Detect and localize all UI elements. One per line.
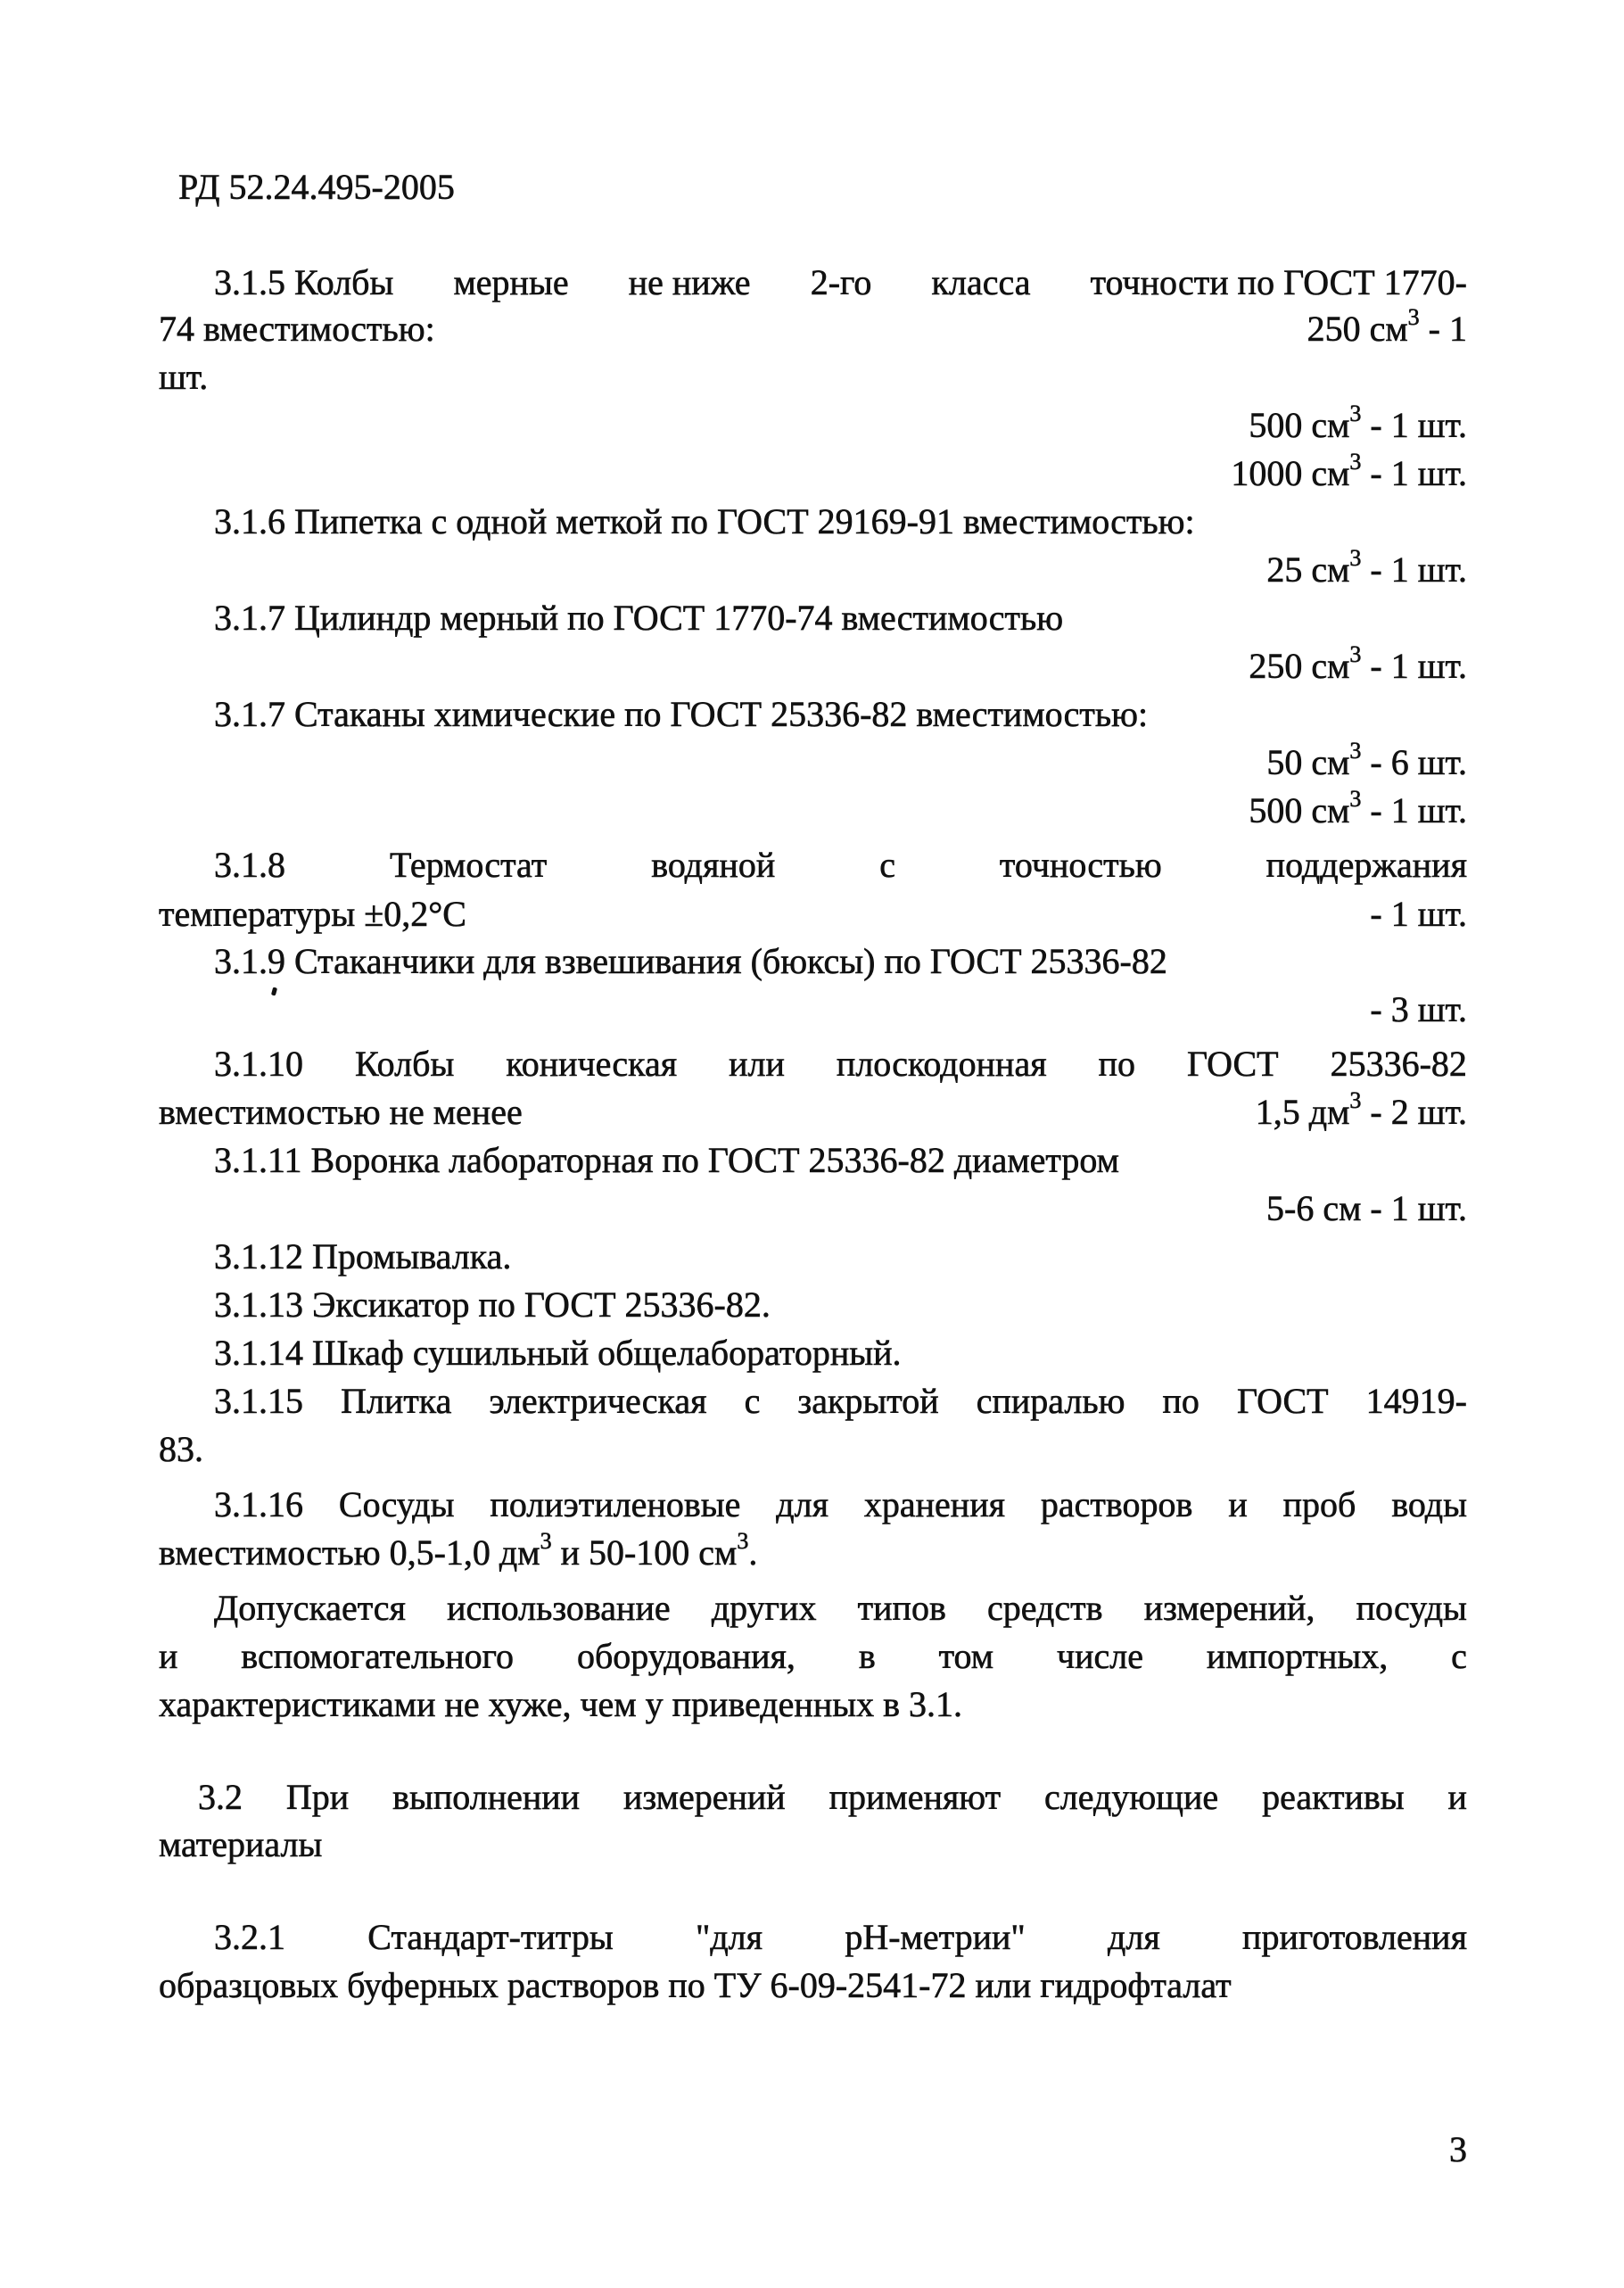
page-number: 3 (1449, 2129, 1467, 2169)
text-segment: с (879, 845, 895, 885)
text-segment: точностью (999, 845, 1162, 885)
volume-text: и 50-100 см (551, 1532, 738, 1573)
item-3-1-6-line-1: 3.1.6 Пипетка с одной меткой по ГОСТ 29169-91 вместимостью: (214, 501, 1195, 541)
item-3-1-5-line-3: шт. (159, 357, 209, 397)
item-3-1-14: 3.1.14 Шкаф сушильный общелабораторный. (214, 1333, 902, 1373)
text-segment: с (744, 1381, 761, 1421)
volume-text: 1,5 дм (1255, 1092, 1350, 1132)
text-segment: средств (987, 1588, 1103, 1628)
cube-superscript: 3 (1349, 448, 1362, 475)
volume-text: 1000 см (1231, 453, 1350, 493)
item-3-1-16-line-1 (214, 1483, 1467, 1527)
item-3-1-8-qty: - 1 шт. (1370, 894, 1467, 934)
item-3-1-15-line-2: 83. (159, 1429, 203, 1469)
text-segment: хранения (863, 1484, 1006, 1524)
qty-text: - 2 шт. (1361, 1092, 1467, 1132)
text-segment: 3.1.16 (214, 1484, 303, 1524)
volume-text: 500 см (1249, 405, 1350, 445)
text-segment: применяют (828, 1777, 1002, 1817)
text-segment: плоскодонная (836, 1044, 1047, 1084)
text-segment: "для (695, 1917, 763, 1957)
period-text: . (748, 1532, 758, 1573)
cube-superscript: 3 (1349, 640, 1362, 667)
section-3-2-1-line-1 (214, 1915, 1467, 1960)
cube-superscript: 3 (1349, 785, 1362, 812)
item-3-1-5-line-1 (214, 260, 1467, 305)
item-3-1-7b-qty-50 (1266, 737, 1467, 785)
item-3-1-8-line-2: температуры ±0,2°С (159, 894, 466, 934)
text-segment: рН-метрии" (845, 1917, 1026, 1957)
volume-text: 500 см (1249, 790, 1350, 830)
text-segment: по (1162, 1381, 1199, 1421)
qty-text: - 6 шт. (1361, 742, 1467, 782)
text-segment: электрическая (489, 1381, 707, 1421)
item-3-1-7-qty (1249, 640, 1467, 689)
item-3-1-10-line-1 (214, 1042, 1467, 1086)
item-3-1-10-qty (1255, 1086, 1467, 1135)
volume-text: 25 см (1266, 549, 1350, 590)
cube-superscript: 3 (1407, 303, 1420, 330)
allowance-line-1 (214, 1586, 1467, 1631)
volume-text: 50 см (1266, 742, 1350, 782)
text-segment: и (1228, 1484, 1248, 1524)
text-segment: Колбы (354, 1044, 455, 1084)
cube-superscript: 3 (1349, 400, 1362, 426)
text-segment: Стандарт-титры (367, 1917, 614, 1957)
cube-superscript: 3 (1349, 737, 1362, 764)
text-segment: 3.2 (198, 1777, 243, 1817)
text-segment: или (729, 1044, 785, 1084)
qty-text: - 1 шт. (1361, 646, 1467, 686)
text-segment: и (1447, 1777, 1467, 1817)
allowance-line-3: характеристиками не хуже, чем у приведенных в 3.1. (159, 1684, 962, 1724)
item-3-1-5-qty-250 (1307, 303, 1467, 351)
text-segment: измерений, (1143, 1588, 1315, 1628)
cube-superscript: 3 (540, 1527, 552, 1554)
text-segment: мерные (453, 262, 569, 302)
text-segment: типов (857, 1588, 946, 1628)
cube-superscript: 3 (1349, 1086, 1362, 1113)
text-segment: Плитка (341, 1381, 452, 1421)
item-3-1-15-line-1 (214, 1379, 1467, 1424)
item-3-1-5-line-2: 74 вместимостью: (159, 309, 435, 349)
text-segment: выполнении (392, 1777, 581, 1817)
text-segment: для (1108, 1917, 1160, 1957)
text-segment: 2-го (810, 262, 872, 302)
text-segment: ГОСТ (1186, 1044, 1279, 1084)
text-segment: не ниже (628, 262, 751, 302)
text-segment: других (711, 1588, 817, 1628)
scan-speck (271, 987, 277, 996)
text-segment: Сосуды (338, 1484, 455, 1524)
text-segment: 3.1.15 (214, 1381, 303, 1421)
allowance-line-2 (159, 1634, 1467, 1679)
item-3-1-5-qty-500 (1249, 400, 1467, 448)
text-segment: поддержания (1265, 845, 1467, 885)
volume-text: вместимостью 0,5-1,0 дм (159, 1532, 540, 1573)
section-3-2-line-2: материалы (159, 1824, 323, 1864)
qty-text: - 1 шт. (1361, 549, 1467, 590)
text-segment: 3.2.1 (214, 1917, 285, 1957)
text-segment: водяной (651, 845, 776, 885)
item-3-1-7b-line-1: 3.1.7 Стаканы химические по ГОСТ 25336-82 вместимостью: (214, 694, 1149, 734)
text-segment: ГОСТ (1236, 1381, 1329, 1421)
cube-superscript: 3 (737, 1527, 749, 1554)
text-segment: с (1451, 1636, 1467, 1676)
item-3-1-10-line-2: вместимостью не менее (159, 1092, 523, 1132)
document-header: РД 52.24.495-2005 (178, 167, 455, 207)
text-segment: При (285, 1777, 350, 1817)
text-segment: по (1098, 1044, 1135, 1084)
text-segment: воды (1391, 1484, 1467, 1524)
text-segment: посуды (1356, 1588, 1467, 1628)
text-segment: реактивы (1262, 1777, 1405, 1817)
text-segment: 14919- (1365, 1381, 1467, 1421)
text-segment: импортных, (1206, 1636, 1389, 1676)
text-segment: в (858, 1636, 876, 1676)
text-segment: числе (1057, 1636, 1143, 1676)
text-segment: 3.1.10 (214, 1044, 303, 1084)
item-3-1-7b-qty-500 (1249, 785, 1467, 833)
text-segment: проб (1282, 1484, 1356, 1524)
section-3-2-line-1 (198, 1775, 1467, 1820)
section-3-2-1-line-2: образцовых буферных растворов по ТУ 6-09-2541-72 или гидрофталат (159, 1965, 1232, 2005)
text-segment: Термостат (389, 845, 548, 885)
text-segment: спиралью (976, 1381, 1125, 1421)
text-segment: коническая (506, 1044, 678, 1084)
text-segment: приготовления (1242, 1917, 1467, 1957)
text-segment: оборудования, (576, 1636, 796, 1676)
item-3-1-9-line-1: 3.1.9 Стаканчики для взвешивания (бюксы) по ГОСТ 25336-82 (214, 941, 1167, 981)
text-segment: измерений (623, 1777, 786, 1817)
qty-text: - 1 шт. (1361, 453, 1467, 493)
text-segment: закрытой (797, 1381, 939, 1421)
item-3-1-8-line-1 (214, 843, 1467, 888)
text-segment: для (776, 1484, 828, 1524)
text-segment: полиэтиленовые (490, 1484, 741, 1524)
qty-text: - 1 шт. (1361, 405, 1467, 445)
item-3-1-11-qty: 5-6 см - 1 шт. (1266, 1188, 1467, 1228)
item-3-1-12: 3.1.12 Промывалка. (214, 1236, 512, 1276)
text-segment: следующие (1044, 1777, 1219, 1817)
item-3-1-9-qty: - 3 шт. (1370, 989, 1467, 1029)
item-3-1-6-qty (1266, 544, 1467, 592)
volume-text: 250 см (1249, 646, 1350, 686)
item-3-1-11-line-1: 3.1.11 Воронка лабораторная по ГОСТ 25336-82 диаметром (214, 1140, 1119, 1180)
text-segment: Допускается (214, 1588, 406, 1628)
text-segment: точности по ГОСТ 1770- (1090, 262, 1467, 302)
cube-superscript: 3 (1349, 544, 1362, 571)
text-segment: класса (931, 262, 1031, 302)
text-segment: использование (447, 1588, 671, 1628)
item-3-1-13: 3.1.13 Эксикатор по ГОСТ 25336-82. (214, 1284, 771, 1325)
qty-text: - 1 (1419, 309, 1467, 349)
item-3-1-7-line-1: 3.1.7 Цилиндр мерный по ГОСТ 1770-74 вместимостью (214, 598, 1064, 638)
text-segment: 25336-82 (1330, 1044, 1467, 1084)
text-segment: том (938, 1636, 994, 1676)
text-segment: 3.1.8 (214, 845, 285, 885)
volume-text: 250 см (1307, 309, 1408, 349)
item-3-1-5-qty-1000 (1231, 448, 1467, 496)
text-segment: 3.1.5 Колбы (214, 262, 394, 302)
qty-text: - 1 шт. (1361, 790, 1467, 830)
item-3-1-16-line-2 (159, 1527, 758, 1575)
text-segment: вспомогательного (241, 1636, 515, 1676)
text-segment: растворов (1040, 1484, 1193, 1524)
text-segment: и (159, 1636, 178, 1676)
